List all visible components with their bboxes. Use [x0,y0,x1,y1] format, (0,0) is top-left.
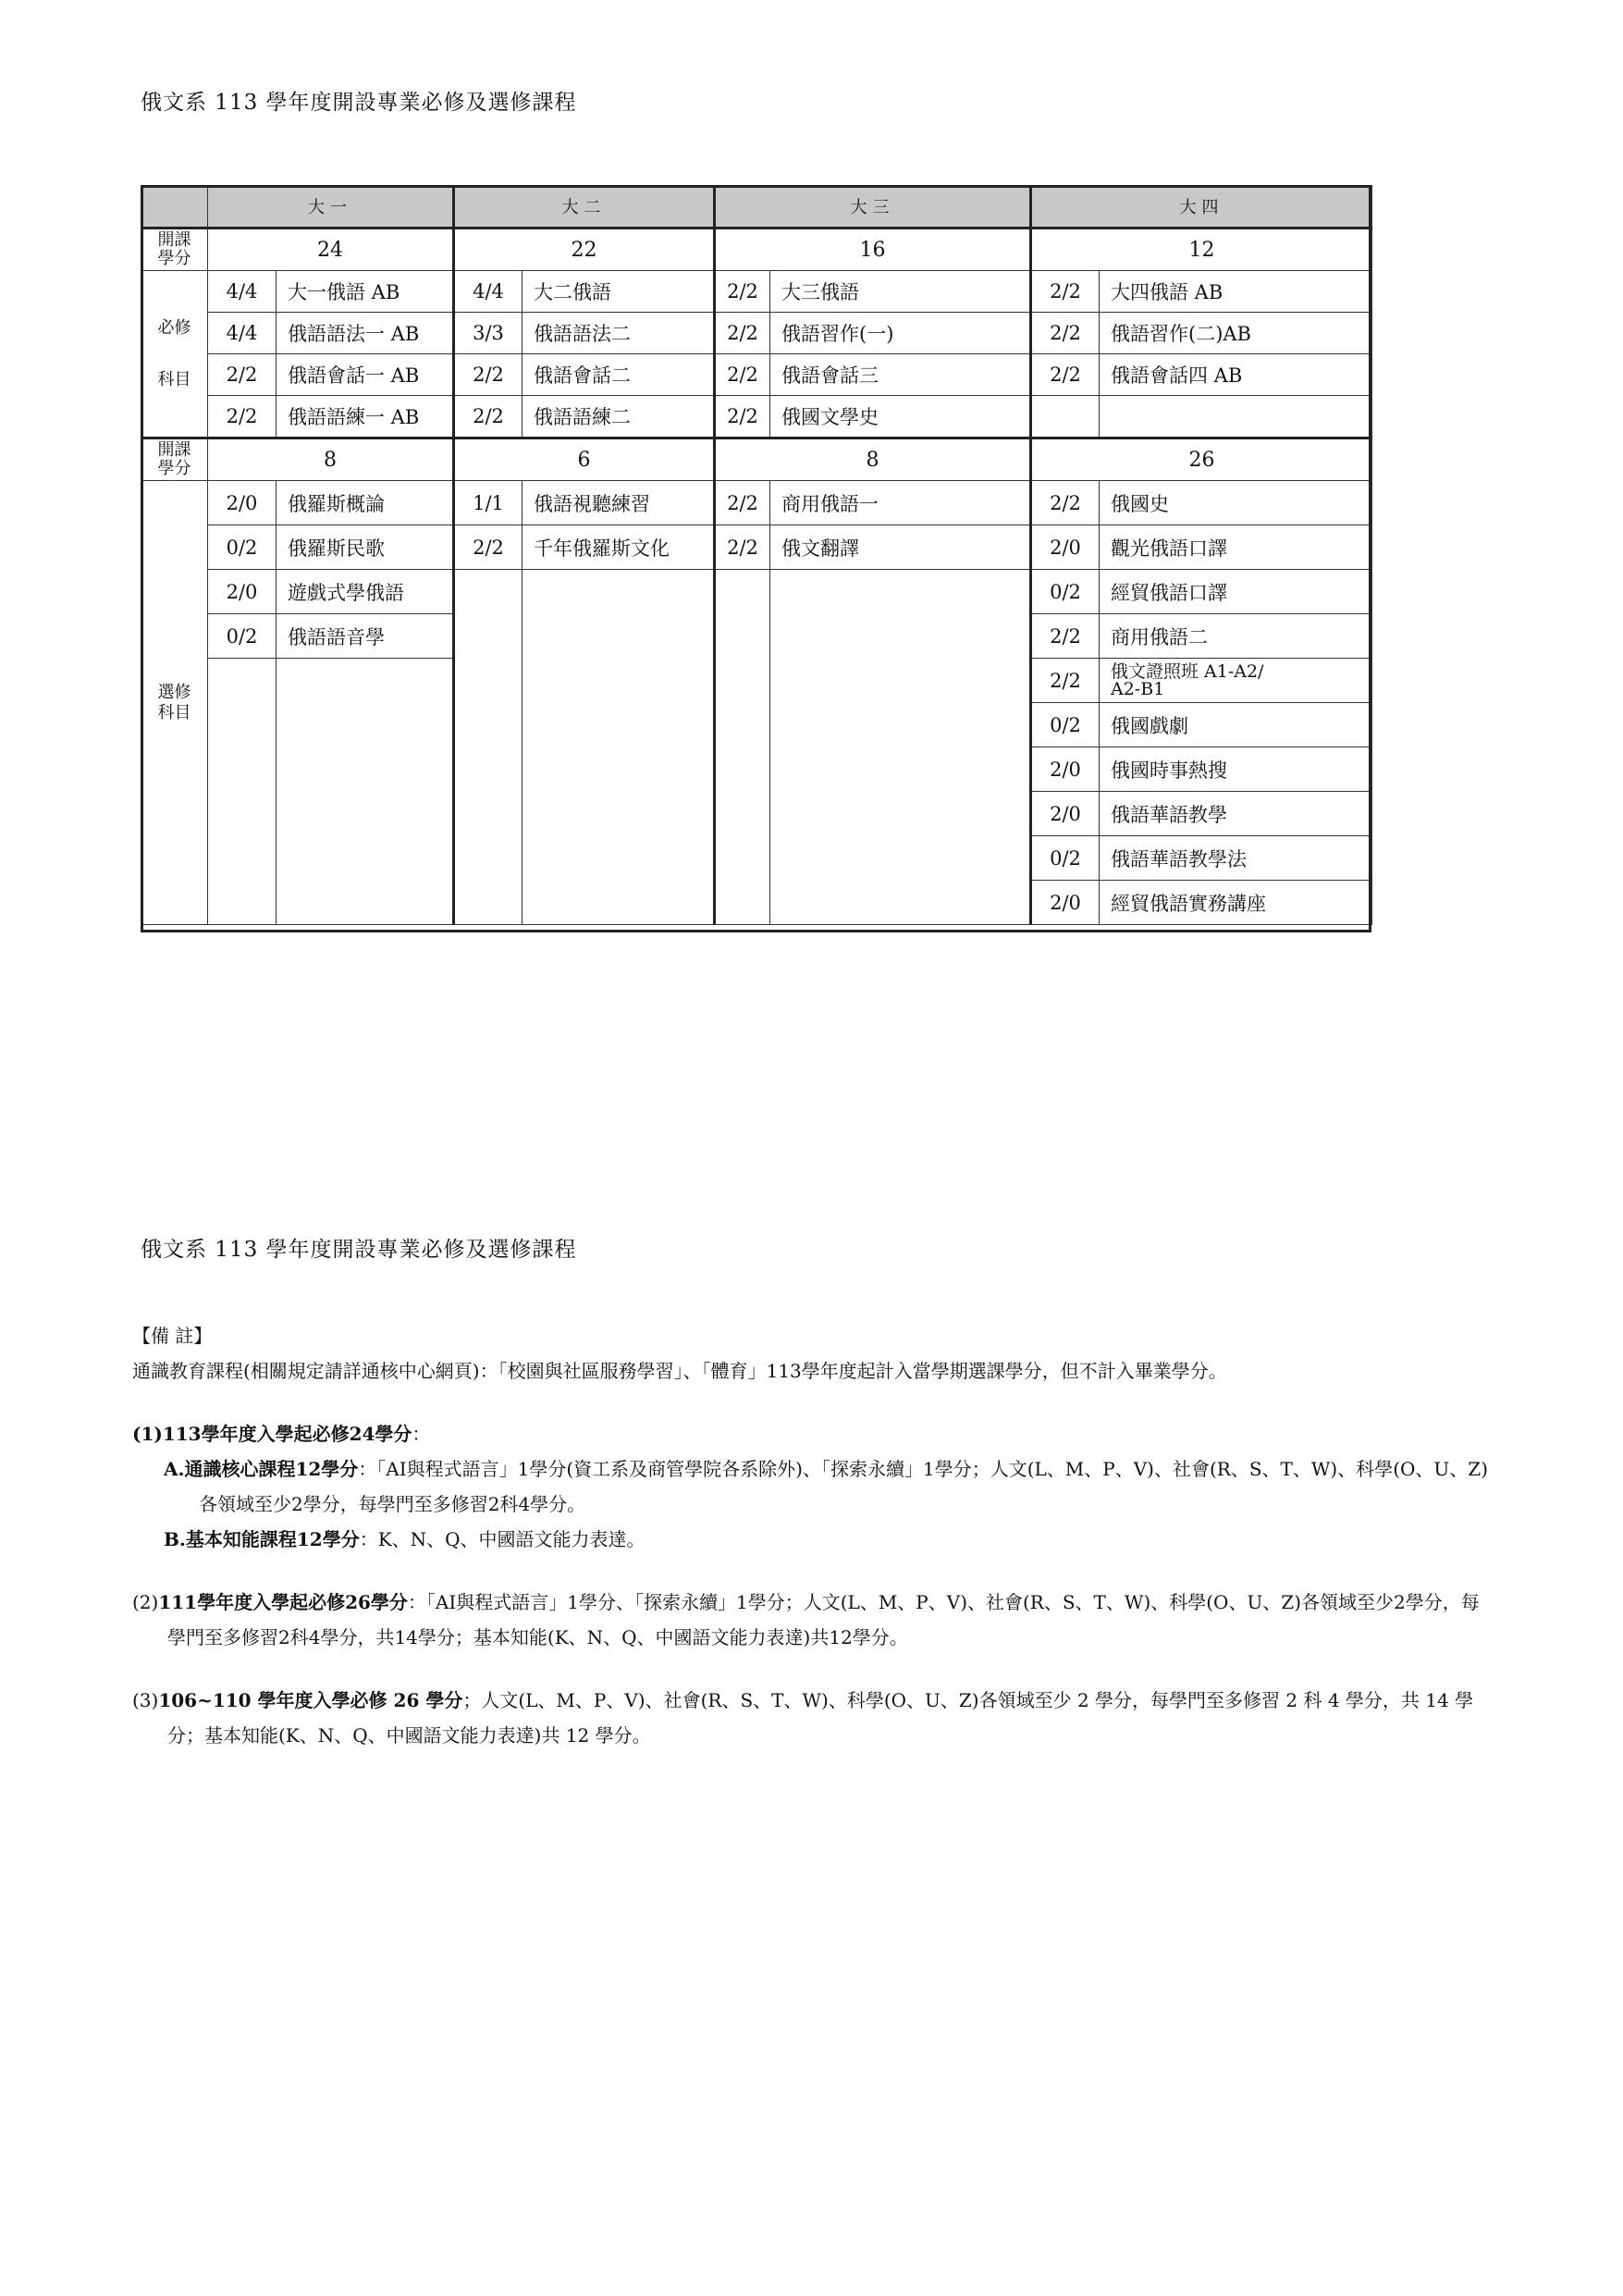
course-credit: 2/2 [454,525,523,570]
course-name: 大一俄語 AB [277,271,454,313]
elective-label: 選修 科目 [141,481,208,925]
course-name: 俄語語練二 [523,396,715,438]
course-name: 俄國文學史 [770,396,1031,438]
note-item-1a-text: ：「AI與程式語言」1學分(資工系及商管學院各系除外)、「探索永續」1學分；人文(L、M、P、V)、社會(R、S、T、W)、科學(O、U、Z)各領域至少2學分，每學門至多修習2科4學分。 [199,1458,1488,1515]
course-name: 俄國史 [1100,481,1372,525]
course-name: 遊戲式學俄語 [277,570,454,614]
elective-course-row [141,481,1372,525]
course-name: 千年俄羅斯文化 [523,525,715,570]
course-name: 俄語語練一 AB [277,396,454,438]
course-credit: 2/2 [715,396,770,438]
course-credit: 2/2 [1031,354,1100,396]
course-name: 俄語會話三 [770,354,1031,396]
elective-credit-total: 26 [1031,438,1372,481]
course-name: 俄語華語教學 [1100,792,1372,836]
required-credit-total: 24 [208,228,454,271]
required-credits-row [141,228,1372,271]
empty-cell [277,659,454,925]
course-credit: 2/2 [1031,614,1100,659]
course-name: 俄國時事熱搜 [1100,747,1372,792]
course-credit: 2/2 [715,481,770,525]
course-name [1100,396,1372,438]
note-item-1 [132,1416,1492,1451]
course-name: 俄語會話四 AB [1100,354,1372,396]
course-name: 俄羅斯民歌 [277,525,454,570]
elective-credit-total: 8 [208,438,454,481]
note-item-2-text: ：「AI與程式語言」1學分、「探索永續」1學分；人文(L、M、P、V)、社會(R、S、T、W)、科學(O、U、Z)各領域至少2學分，每學門至多修習2科4學分，共14學分；基本知能(K、N、Q、中國語文能力表達)共12學分。 [167,1591,1480,1648]
note-item-3-prefix: (3) [132,1689,159,1711]
course-credit: 2/2 [1031,481,1100,525]
course-credit: 4/4 [454,271,523,313]
course-credit: 2/2 [1031,313,1100,354]
empty-cell [770,570,1031,925]
note-item-2-lead: 111學年度入學起必修26學分 [158,1591,408,1613]
elective-course-row [141,570,1372,614]
page-title-top: 俄文系 113 學年度開設專業必修及選修課程 [141,91,577,115]
course-credit: 2/2 [715,313,770,354]
course-name: 俄語華語教學法 [1100,836,1372,881]
course-credit: 0/2 [1031,703,1100,747]
year-header: 大三 [715,186,1031,228]
course-name: 商用俄語二 [1100,614,1372,659]
note-item-3-text: ；人文(L、M、P、V)、社會(R、S、T、W)、科學(O、U、Z)各領域至少 2 學分，每學門至多修習 2 科 4 學分，共 14 學分；基本知能(K、N、Q、中國語文能力表達)共 12 學分。 [167,1689,1474,1747]
required-credit-total: 16 [715,228,1031,271]
course-credit: 2/2 [1031,271,1100,313]
elective-credit-total: 6 [454,438,715,481]
note-item-1-lead: (1)113學年度入學起必修24學分 [132,1423,412,1445]
note-item-1b-text: ：K、N、Q、中國語文能力表達。 [359,1528,646,1550]
course-credit: 0/2 [1031,570,1100,614]
course-table [141,185,1372,925]
notes-section [132,1318,1492,1753]
course-name: 俄語習作(一) [770,313,1031,354]
required-label: 必修 科目 [141,271,208,438]
course-name: 俄羅斯概論 [277,481,454,525]
course-credit: 2/2 [1031,659,1100,703]
course-credit: 2/2 [208,354,277,396]
empty-cell [523,570,715,925]
course-credit: 2/2 [715,525,770,570]
course-credit: 4/4 [208,271,277,313]
elective-credits-row [141,438,1372,481]
course-credit: 0/2 [1031,836,1100,881]
year-header: 大二 [454,186,715,228]
year-header: 大一 [208,186,454,228]
required-course-row [141,396,1372,438]
course-name: 俄語會話二 [523,354,715,396]
empty-cell [208,659,277,925]
course-name: 大四俄語 AB [1100,271,1372,313]
course-name: 俄文證照班 A1-A2/ A2-B1 [1100,659,1372,703]
header-corner [141,186,208,228]
note-item-1b [132,1522,1492,1557]
course-name: 大二俄語 [523,271,715,313]
course-name: 俄語語法一 AB [277,313,454,354]
course-name: 俄語會話一 AB [277,354,454,396]
course-name: 俄語語法二 [523,313,715,354]
course-credit: 2/0 [208,570,277,614]
course-credit: 2/2 [208,396,277,438]
note-item-1a-lead: A.通識核心課程12學分 [164,1458,359,1480]
course-credit: 2/2 [715,354,770,396]
elective-credit-total: 8 [715,438,1031,481]
course-name: 俄國戲劇 [1100,703,1372,747]
course-credit: 2/0 [1031,747,1100,792]
course-name: 觀光俄語口譯 [1100,525,1372,570]
course-name: 大三俄語 [770,271,1031,313]
course-credit: 2/0 [1031,881,1100,925]
note-item-1a [132,1451,1492,1522]
required-course-row [141,313,1372,354]
empty-cell [454,570,523,925]
course-name: 俄語視聽練習 [523,481,715,525]
required-credits-label: 開課 學分 [141,228,208,271]
elective-course-row [141,525,1372,570]
note-item-2-prefix: (2) [132,1591,159,1613]
year-header-row [141,186,1372,228]
note-item-2 [132,1585,1492,1655]
required-credit-total: 12 [1031,228,1372,271]
course-credit: 0/2 [208,525,277,570]
course-name: 經貿俄語實務講座 [1100,881,1372,925]
note-item-3 [132,1683,1492,1753]
course-credit: 2/2 [454,396,523,438]
course-credit: 2/0 [208,481,277,525]
course-credit: 0/2 [208,614,277,659]
page-title-bottom: 俄文系 113 學年度開設專業必修及選修課程 [141,1238,577,1262]
course-credit: 2/2 [454,354,523,396]
note-item-3-lead: 106~110 學年度入學必修 26 學分 [158,1689,463,1711]
course-name: 經貿俄語口譯 [1100,570,1372,614]
course-credit [1031,396,1100,438]
course-name: 俄語語音學 [277,614,454,659]
course-name: 俄語習作(二)AB [1100,313,1372,354]
course-credit: 2/0 [1031,525,1100,570]
course-credit: 4/4 [208,313,277,354]
elective-credits-label: 開課 學分 [141,438,208,481]
required-course-row [141,271,1372,313]
note-item-1b-lead: B.基本知能課程12學分 [164,1528,360,1550]
course-credit: 3/3 [454,313,523,354]
required-course-row [141,354,1372,396]
notes-intro: 通識教育課程(相關規定請詳通核中心網頁)：「校園與社區服務學習」、「體育」113學年度起計入當學期選課學分，但不計入畢業學分。 [132,1360,1227,1382]
course-credit: 1/1 [454,481,523,525]
course-name: 商用俄語一 [770,481,1031,525]
note-item-1-colon: ： [412,1423,431,1445]
course-name: 俄文翻譯 [770,525,1031,570]
course-credit: 2/0 [1031,792,1100,836]
empty-cell [715,570,770,925]
notes-heading: 【備 註】 [132,1325,213,1347]
year-header: 大四 [1031,186,1372,228]
required-credit-total: 22 [454,228,715,271]
course-credit: 2/2 [715,271,770,313]
